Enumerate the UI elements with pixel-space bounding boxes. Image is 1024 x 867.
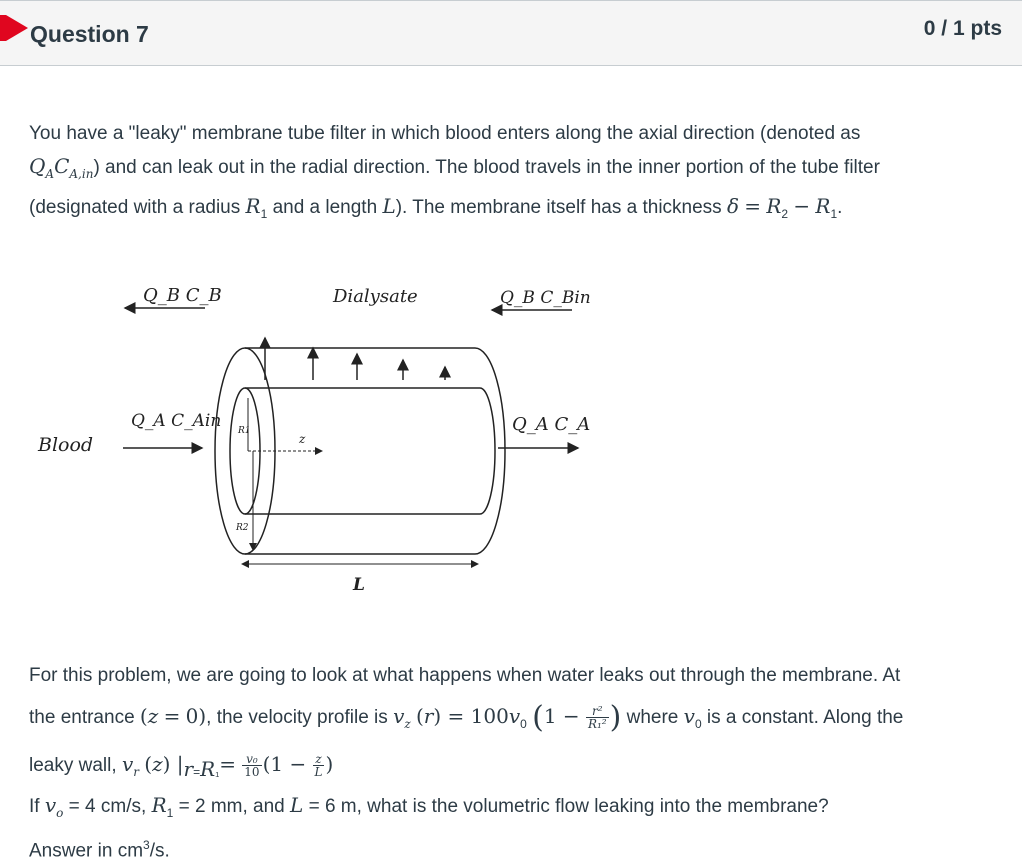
question-points: 0 / 1 pts [923, 17, 1002, 40]
label-r1: R1 [238, 426, 251, 436]
label-dialysate: Dialysate [333, 286, 418, 307]
label-r2: R2 [236, 523, 249, 533]
intro-line-1: You have a "leaky" membrane tube filter in which blood enters along the axial direction (denoted as [29, 123, 861, 144]
question-title: Question 7 [30, 21, 149, 47]
label-l: L [353, 575, 365, 595]
problem-line-1: For this problem, we are going to look at what happens when water leaks out through the membrane. At [29, 665, 901, 686]
ask-line-1: If $v_o = 4$ cm/s, $R_1 = 2$ mm, and L = 6 m, what is the volumetric flow leaking into the membrane? [29, 793, 829, 820]
label-qaca: Q_A C_A [512, 414, 591, 435]
problem-paragraph [29, 656, 999, 792]
label-blood: Blood [38, 434, 94, 456]
label-qacain: Q_A C_Ain [131, 411, 222, 431]
intro-line-2: $Q_AC_{A,in}$) and can leak out in the radial direction. The blood travels in the inner portion of the tube filter [29, 154, 880, 181]
label-qbcb: Q_B C_B [143, 285, 222, 306]
flag-arrow-icon [6, 15, 28, 41]
intro-line-3: (designated with a radius $R_1$ and a length L). The membrane itself has a thickness $\delta = R_2 - R_1$. [29, 194, 843, 221]
membrane-diagram [20, 268, 620, 608]
problem-line-2: the entrance (z = 0), the velocity profile is $v_z$ $(r) = 100v_0$ (1 − $\frac{\text{r²}}{\text{R₁²}}$ ) where $v_0$ is a constant. Along the [29, 699, 904, 735]
problem-line-3: leaky wall, $v_r$ (z) $|_{r=R_1}=$ $\frac{\text{v₀}}{10}$ (1 − $\frac{z}{L}$ ) [29, 752, 334, 781]
ask-paragraph [29, 789, 999, 867]
ask-line-2: Answer in $cm^3/s$. [29, 838, 170, 862]
label-qbcbin: Q_B C_Bin [500, 288, 591, 308]
question-header [0, 0, 1022, 66]
math-qaca: $Q_AC_{A,in}$ [29, 154, 94, 181]
intro-paragraph [29, 118, 999, 230]
label-z: z [299, 432, 306, 446]
